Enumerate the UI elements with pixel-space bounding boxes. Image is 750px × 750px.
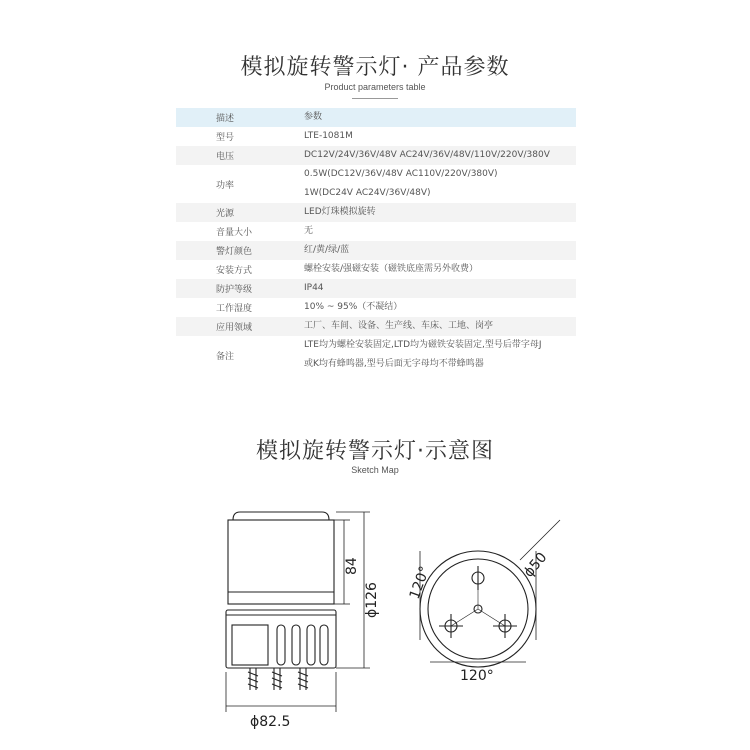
row-value-line: LTE-1081M [304, 131, 353, 141]
row-value-line: DC12V/24V/36V/48V AC24V/36V/48V/110V/220V/380V [304, 150, 550, 160]
row-value-line: 1W(DC24V AC24V/36V/48V) [304, 188, 431, 198]
row-value-line: 工厂、车间、设备、生产线、车床、工地、岗亭 [304, 321, 494, 331]
params-title: 模拟旋转警示灯· 产品参数 [240, 55, 510, 80]
row-label: 电压 [216, 152, 235, 162]
row-value-line: 红/黄/绿/蓝 [304, 245, 350, 255]
dim-width: ϕ82.5 [250, 714, 291, 730]
table-header-value: 参数 [304, 112, 323, 122]
row-value-line: 10% ~ 95%（不凝结） [304, 302, 403, 312]
row-value-line: 无 [304, 226, 314, 236]
dim-height-top: 84 [344, 557, 360, 575]
row-value-line: 0.5W(DC12V/36V/48V AC110V/220V/380V) [304, 169, 498, 179]
beacon-side-view [226, 512, 336, 690]
row-label: 应用领域 [216, 323, 253, 333]
row-value-line: LTE均为螺栓安装固定,LTD均为磁铁安装固定,型号后带字母J [304, 340, 542, 350]
beacon-top-view [420, 520, 560, 667]
params-subtitle: Product parameters table [324, 82, 426, 92]
row-value-line: IP44 [304, 283, 324, 293]
row-label: 安装方式 [216, 266, 253, 276]
row-label: 光源 [216, 209, 235, 219]
row-label: 备注 [216, 351, 235, 362]
row-value-line: 螺栓安装/强磁安装（磁铁底座需另外收费） [304, 264, 479, 274]
dim-angle-bottom: 120° [460, 668, 494, 684]
row-label: 工作湿度 [216, 304, 253, 314]
dim-angle-left: 120° [406, 564, 434, 602]
row-label: 警灯颜色 [216, 247, 253, 257]
row-label: 音量大小 [216, 228, 253, 238]
row-label: 型号 [216, 133, 235, 143]
dimension-lines [226, 512, 370, 712]
dim-height-total: ϕ126 [364, 582, 380, 618]
sketch-title: 模拟旋转警示灯·示意图 [256, 439, 494, 464]
dim-diameter: ϕ50 [520, 549, 551, 581]
sketch-subtitle: Sketch Map [351, 465, 399, 475]
table-header-label: 描述 [216, 114, 235, 124]
row-label: 功率 [216, 180, 235, 191]
row-value-line: LED灯珠模拟旋转 [304, 207, 376, 217]
row-label: 防护等级 [216, 285, 253, 295]
row-value-line: 或K均有蜂鸣器,型号后面无字母均不带蜂鸣器 [304, 359, 484, 369]
